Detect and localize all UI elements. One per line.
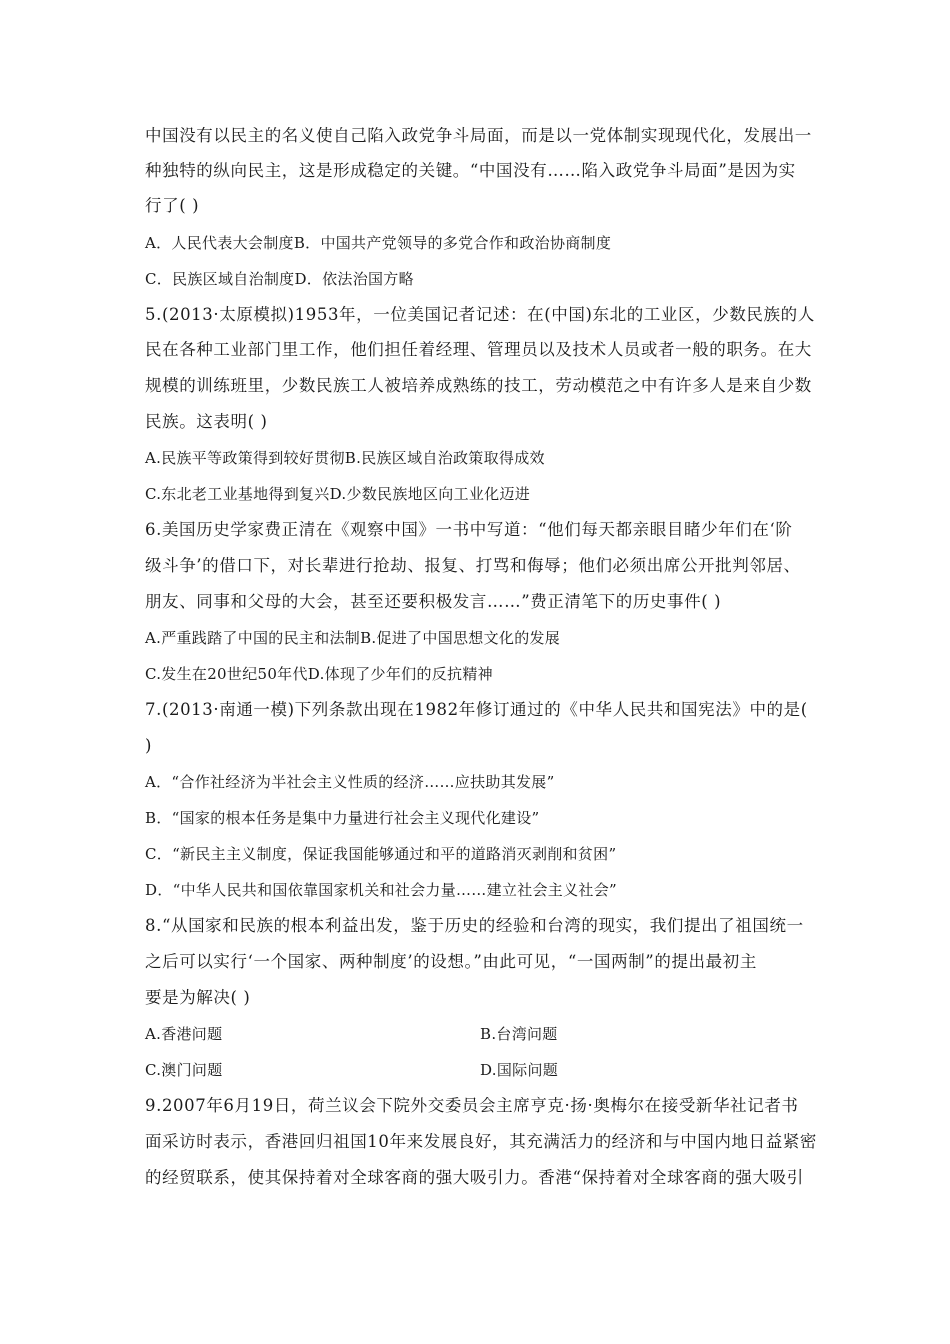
q6-stem-line-3: 朋友、同事和父母的大会，甚至还要积极发言……”费正清笔下的历史事件( )	[145, 592, 722, 611]
q4-stem-line-2: 种独特的纵向民主，这是形成稳定的关键。“中国没有……陷入政党争斗局面”是因为实	[145, 161, 796, 180]
q5-stem-line-1: 5.(2013·太原模拟)1953年，一位美国记者记述：在(中国)东北的工业区，少数民族的人	[145, 305, 815, 324]
q8-option-c: C.澳门问题	[145, 1061, 223, 1079]
q7-stem-line-1: 7.(2013·南通一模)下列条款出现在1982年修订通过的《中华人民共和国宪法》中的是(	[145, 700, 808, 719]
q5-stem-line-2: 民在各种工业部门里工作，他们担任着经理、管理员以及技术人员或者一般的职务。在大	[145, 340, 812, 359]
q7-stem-line-2: )	[145, 736, 153, 755]
q7-option-b: B．“国家的根本任务是集中力量进行社会主义现代化建设”	[145, 809, 540, 827]
q8-option-d: D.国际问题	[480, 1061, 559, 1079]
q5-stem-line-4: 民族。这表明( )	[145, 412, 268, 431]
q6-stem-line-1: 6.美国历史学家费正清在《观察中国》一书中写道：“他们每天都亲眼目睹少年们在‘阶	[145, 520, 793, 539]
q4-stem-line-1: 中国没有以民主的名义使自己陷入政党争斗局面，而是以一党体制实现现代化，发展出一	[145, 126, 812, 145]
q8-stem-line-1: 8.“从国家和民族的根本利益出发，鉴于历史的经验和台湾的现实，我们提出了祖国统一	[145, 916, 804, 935]
q9-stem-line-1: 9.2007年6月19日，荷兰议会下院外交委员会主席亨克·扬·奥梅尔在接受新华社记者书	[145, 1096, 799, 1115]
q6-option-line-2: C.发生在20世纪50年代D.体现了少年们的反抗精神	[145, 665, 493, 683]
q7-option-c: C．“新民主主义制度，保证我国能够通过和平的道路消灭剥削和贫困”	[145, 845, 617, 863]
q6-stem-line-2: 级斗争’的借口下，对长辈进行抢劫、报复、打骂和侮辱；他们必须出席公开批判邻居、	[145, 556, 801, 575]
q5-option-line-1: A.民族平等政策得到较好贯彻B.民族区域自治政策取得成效	[145, 449, 545, 467]
q8-stem-line-2: 之后可以实行‘一个国家、两种制度’的设想。”由此可见，“一国两制”的提出最初主	[145, 952, 757, 971]
q8-option-b: B.台湾问题	[480, 1025, 558, 1043]
q7-option-d: D．“中华人民共和国依靠国家机关和社会力量……建立社会主义社会”	[145, 881, 617, 899]
q5-stem-line-3: 规模的训练班里，少数民族工人被培养成熟练的技工，劳动模范之中有许多人是来自少数	[145, 376, 812, 395]
q9-stem-line-3: 的经贸联系，使其保持着对全球客商的强大吸引力。香港“保持着对全球客商的强大吸引	[145, 1168, 804, 1187]
q4-stem-line-3: 行了( )	[145, 196, 200, 215]
q8-option-a: A.香港问题	[145, 1025, 223, 1043]
q4-option-line-2: C．民族区域自治制度D．依法治国方略	[145, 270, 414, 288]
q4-option-line-1: A．人民代表大会制度B．中国共产党领导的多党合作和政治协商制度	[145, 234, 612, 252]
q8-stem-line-3: 要是为解决( )	[145, 988, 251, 1007]
q9-stem-line-2: 面采访时表示，香港回归祖国10年来发展良好，其充满活力的经济和与中国内地日益紧密	[145, 1132, 817, 1151]
q6-option-line-1: A.严重践踏了中国的民主和法制B.促进了中国思想文化的发展	[145, 629, 561, 647]
q7-option-a: A．“合作社经济为半社会主义性质的经济……应扶助其发展”	[145, 773, 555, 791]
q5-option-line-2: C.东北老工业基地得到复兴D.少数民族地区向工业化迈进	[145, 485, 531, 503]
